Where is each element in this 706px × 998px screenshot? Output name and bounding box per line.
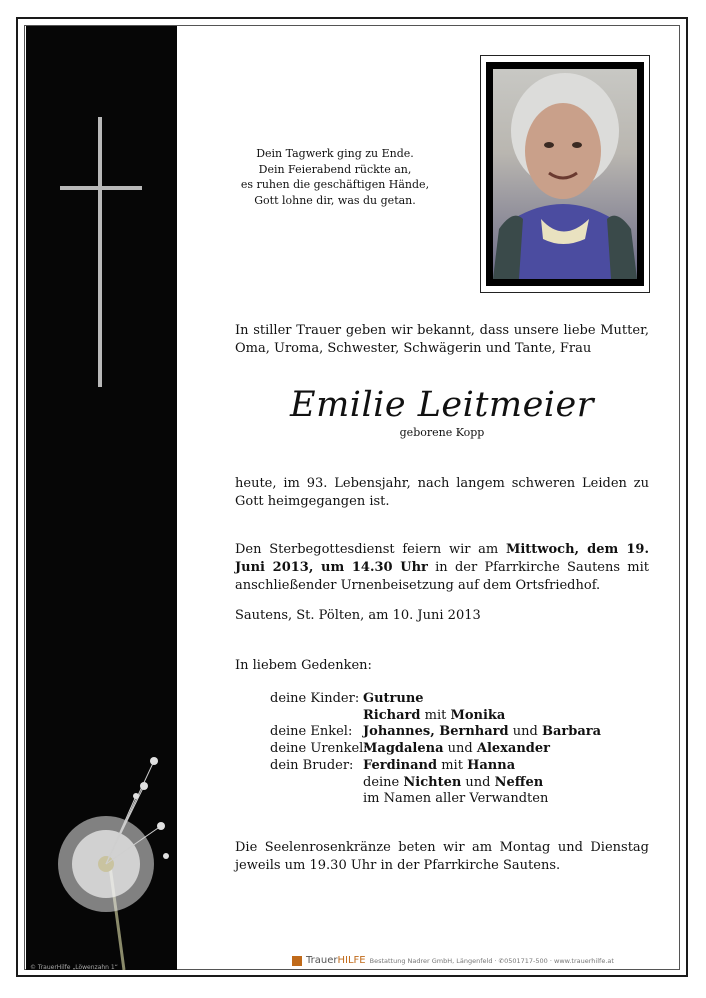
- cross-horizontal: [60, 186, 142, 190]
- family-conj: mit: [420, 707, 451, 723]
- passing-text: heute, im 93. Lebensjahr, nach langem schweren Leiden zu Gott heimgegangen ist.: [235, 476, 649, 509]
- family-relatives: im Namen aller Verwandten: [363, 791, 549, 807]
- brand-name: [306, 955, 366, 966]
- family-label: deine Kinder:: [270, 691, 360, 706]
- family-conj: und: [443, 741, 477, 757]
- deceased-name: Emilie Leitmeier: [290, 385, 594, 425]
- family-name: Hanna: [467, 757, 516, 773]
- service-suffix: in der Pfarrkirche Sautens mit anschließender Urnenbeisetzung auf dem Ortsfriedhof.: [235, 560, 649, 593]
- place-date: Sautens, St. Pölten, am 10. Juni 2013: [235, 608, 481, 623]
- service-text: [235, 541, 649, 595]
- copyright-text: © TrauerHilfe „Löwenzahn 1“: [30, 964, 118, 971]
- family-label: deine Urenkel:: [270, 741, 368, 757]
- family-name: Monika: [450, 707, 506, 723]
- family-name: Ferdinand: [363, 757, 438, 773]
- rosary-text: Die Seelenrosenkränze beten wir am Montag und Dienstag jeweils um 19.30 Uhr in der Pfarrkirche Sautens.: [235, 840, 649, 873]
- service-prefix: Den Sterbegottesdienst feiern wir am: [235, 542, 506, 557]
- poem: [235, 146, 435, 208]
- birth-name: geborene Kopp: [399, 426, 485, 439]
- brand-part: Trauer: [306, 955, 338, 966]
- family-row: [270, 741, 601, 758]
- family-list: [270, 691, 601, 808]
- family-conj: mit: [437, 757, 468, 773]
- family-name: Magdalena: [363, 741, 444, 757]
- family-row: [270, 758, 601, 775]
- black-sidebar: [26, 26, 177, 970]
- family-row: [270, 691, 601, 708]
- poem-line: es ruhen die geschäftigen Hände,: [240, 178, 430, 191]
- family-row: [270, 791, 601, 808]
- brand-logo-icon: [292, 956, 302, 966]
- family-row: [270, 775, 601, 792]
- service-date: Mittwoch, dem 19. Juni 2013, um 14.30 Uhr: [235, 542, 649, 575]
- brand-part: HILFE: [337, 955, 366, 966]
- poem-line: Gott lohne dir, was du getan.: [254, 193, 416, 207]
- family-name: Barbara: [541, 724, 602, 740]
- footer-info: Bestattung Nadrer GmbH, Längenfeld · ✆0501717-500 · www.trauerhilfe.at: [369, 956, 614, 965]
- footer: [292, 955, 614, 966]
- family-conj: und: [461, 774, 495, 790]
- family-name: Gutrune: [363, 691, 424, 706]
- family-name: Alexander: [476, 741, 550, 757]
- family-name: Nichten: [403, 774, 462, 790]
- poem-line: Dein Feierabend rückte an,: [258, 162, 412, 176]
- family-name: Richard: [363, 707, 421, 723]
- family-name: Neffen: [494, 774, 544, 790]
- family-conj: deine: [363, 774, 404, 790]
- family-row: [270, 724, 601, 741]
- portrait-photo: [486, 62, 644, 286]
- family-conj: und: [508, 724, 542, 740]
- intro-text: In stiller Trauer geben wir bekannt, dass unsere liebe Mutter, Oma, Uroma, Schwester, Schwägerin und Tante, Frau: [235, 323, 649, 356]
- memory-heading: In liebem Gedenken:: [235, 658, 372, 673]
- portrait-illustration: [493, 69, 637, 279]
- family-row: [270, 708, 601, 725]
- cross-vertical: [98, 117, 102, 387]
- family-label: dein Bruder:: [270, 757, 354, 773]
- family-label: deine Enkel:: [270, 724, 353, 740]
- family-name: Johannes, Bernhard: [363, 724, 509, 740]
- poem-line: Dein Tagwerk ging zu Ende.: [256, 147, 414, 160]
